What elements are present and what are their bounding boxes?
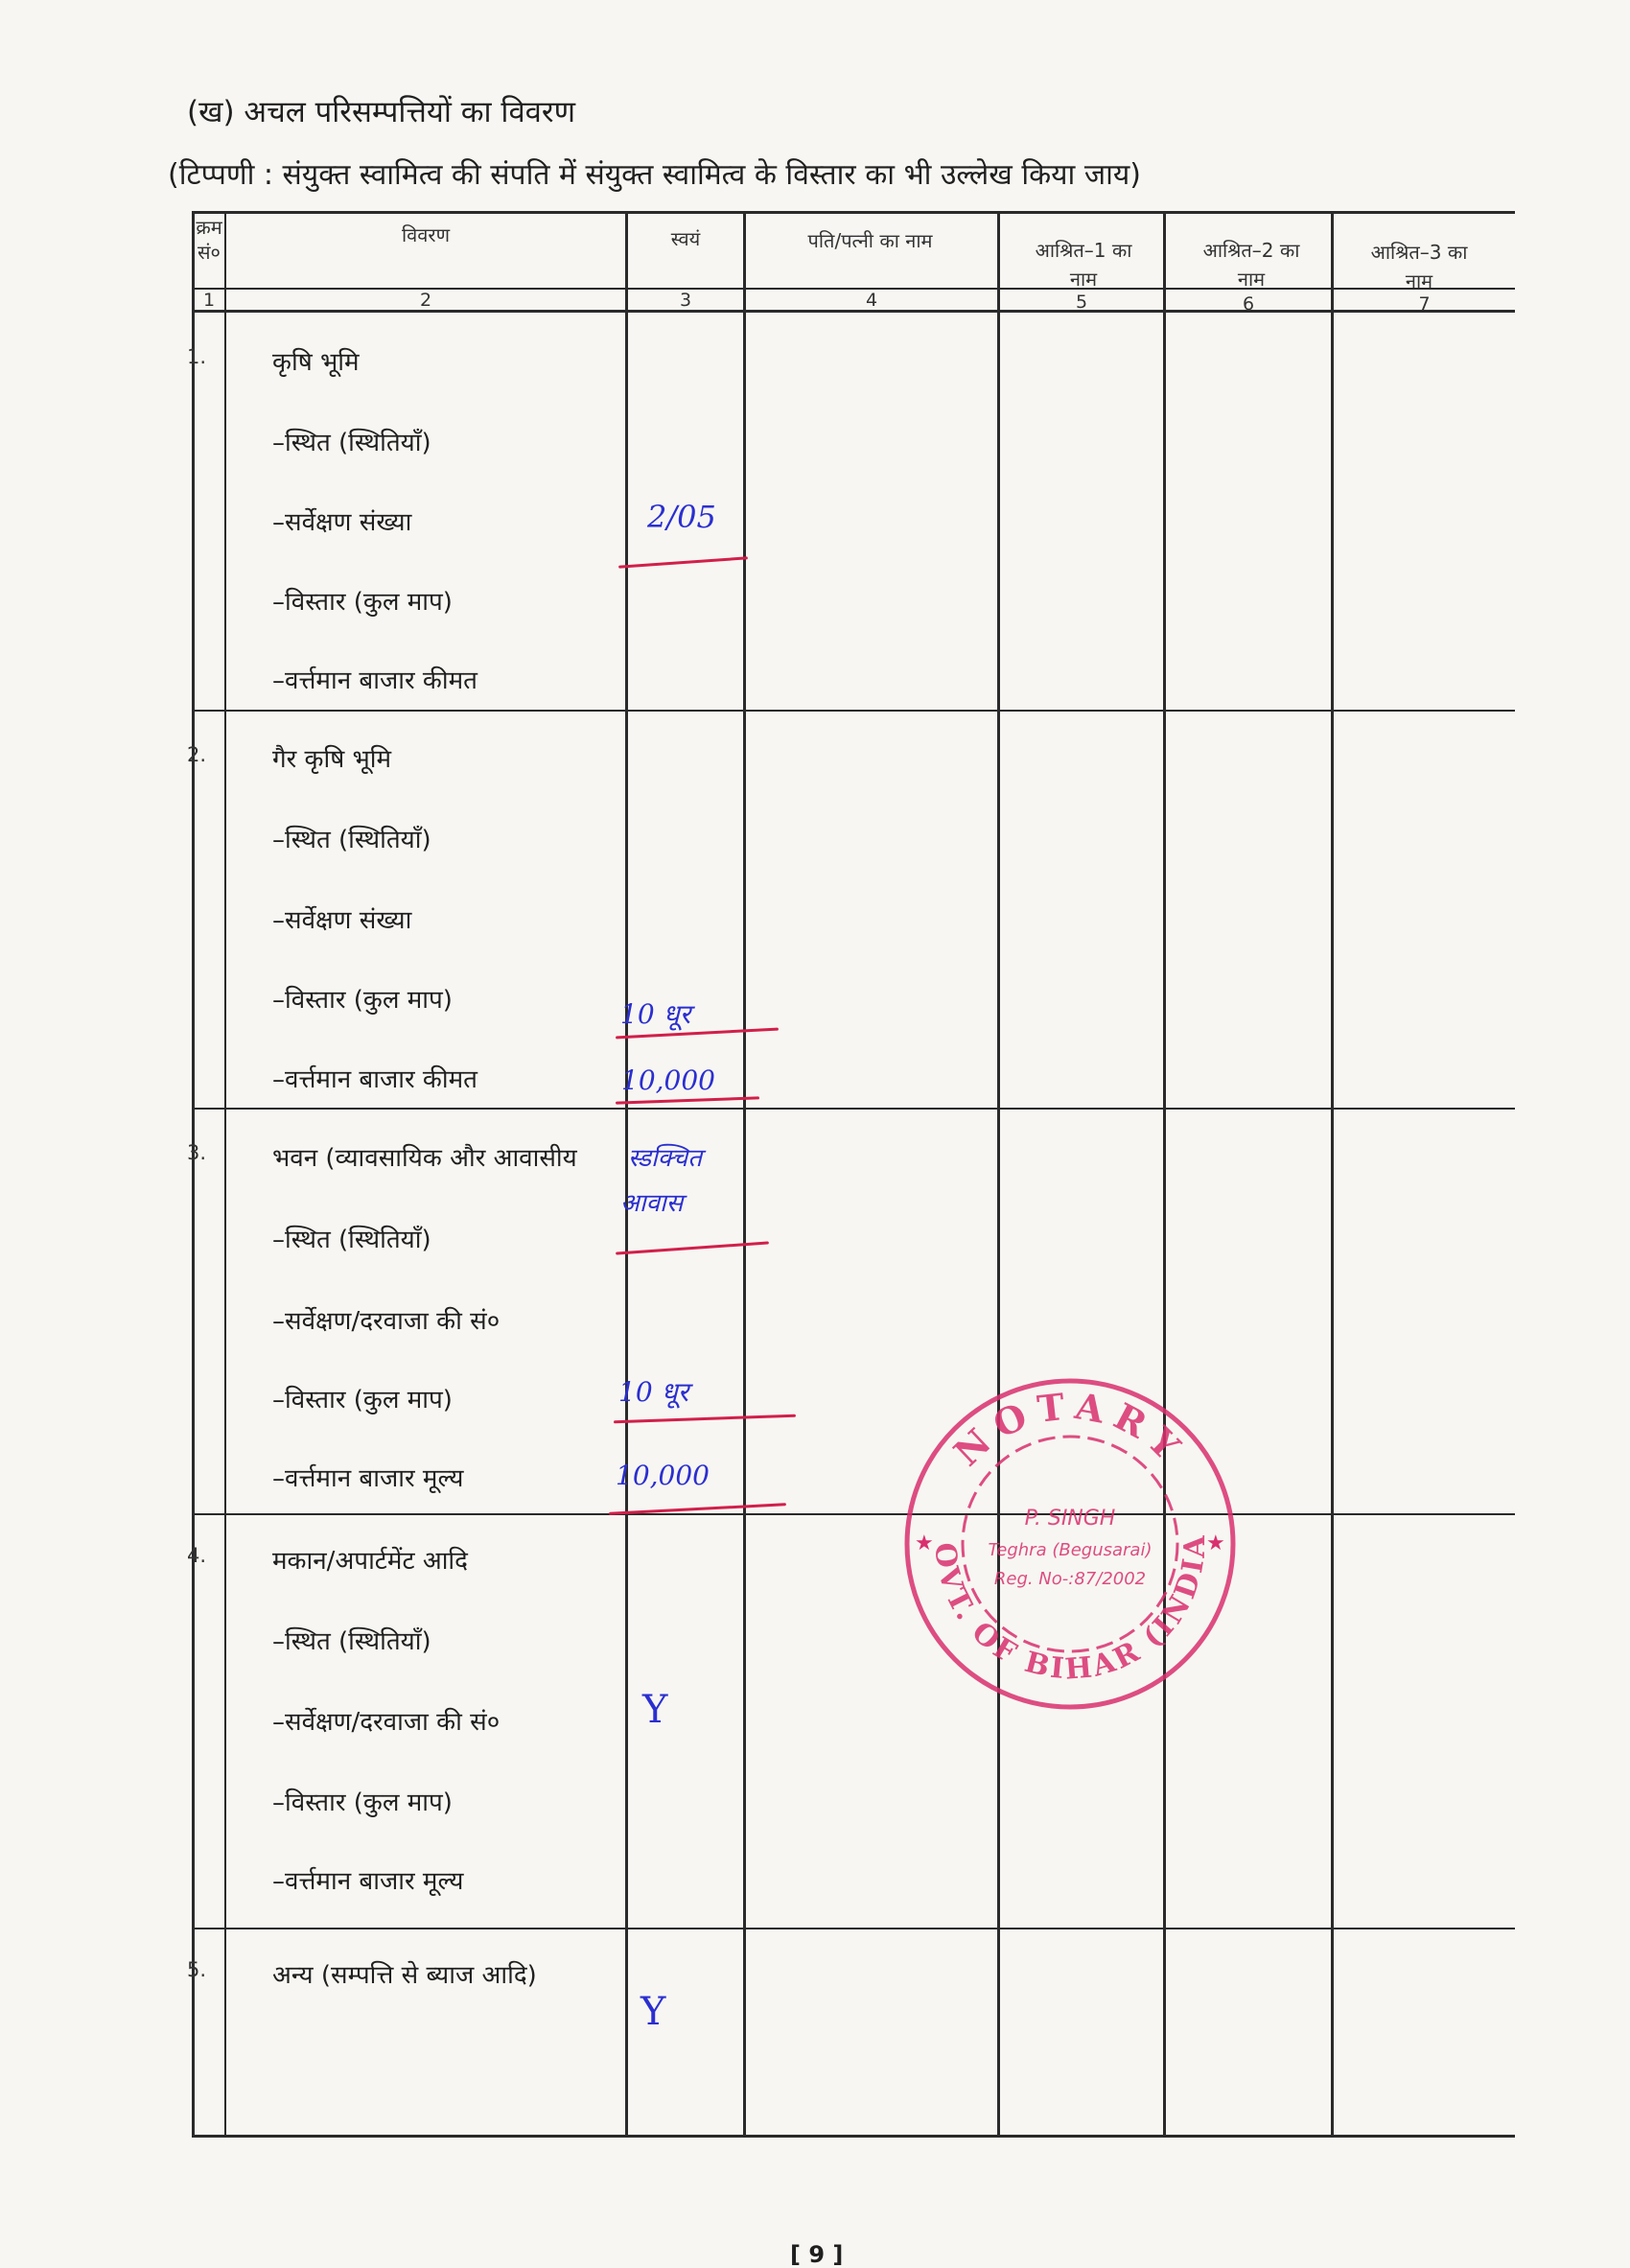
section-3-number: 3. bbox=[187, 1141, 207, 1164]
section-2-number: 2. bbox=[187, 743, 207, 766]
handwritten-s2-value: 10,000 bbox=[621, 1064, 715, 1096]
section-5-number: 5. bbox=[187, 1958, 207, 1981]
section-1-field-survey: –सर्वेक्षण संख्या bbox=[272, 508, 412, 537]
col-number-7: 7 bbox=[1418, 293, 1431, 315]
stamp-name: P. SINGH bbox=[1024, 1507, 1116, 1531]
row-divider-2 bbox=[192, 1108, 1515, 1110]
section-2-title: गैर कृषि भूमि bbox=[272, 745, 392, 774]
section-3-field-survey: –सर्वेक्षण/दरवाजा की सं० bbox=[272, 1307, 501, 1336]
section-1-field-value: –वर्त्तमान बाजार कीमत bbox=[272, 666, 477, 695]
section-5-title: अन्य (सम्पत्ति से ब्याज आदि) bbox=[272, 1961, 537, 1990]
header-spouse: पति/पत्नी का नाम bbox=[807, 229, 933, 252]
underline-s1-survey bbox=[618, 556, 748, 568]
stamp-top-text: NOTARY bbox=[944, 1384, 1196, 1475]
header-dependent-1: आश्रित–1 का नाम bbox=[1035, 239, 1132, 291]
handwritten-s5-mark: Y bbox=[640, 1990, 666, 2034]
handwritten-s3-area: 10 धूर bbox=[618, 1376, 689, 1408]
col-rule-5 bbox=[1163, 211, 1166, 2138]
header-dependent-2: आश्रित–2 का नाम bbox=[1202, 239, 1300, 291]
stamp-star-left-icon: ★ bbox=[915, 1531, 934, 1555]
col-rule-1 bbox=[224, 211, 226, 2138]
col-number-3: 3 bbox=[679, 290, 692, 311]
section-2-field-area: –विस्तार (कुल माप) bbox=[272, 986, 453, 1015]
header-dependent-3: आश्रित–3 का नाम bbox=[1370, 241, 1468, 292]
stamp-star-right-icon: ★ bbox=[1206, 1531, 1225, 1555]
table-bottom-rule bbox=[192, 2135, 1515, 2138]
underline-s3-area bbox=[614, 1415, 796, 1424]
handwritten-s3-value: 10,000 bbox=[616, 1460, 710, 1491]
section-1-field-location: –स्थित (स्थितियाँ) bbox=[272, 429, 431, 457]
stamp-place: Teghra (Begusarai) bbox=[988, 1540, 1153, 1560]
section-4-title: मकान/अपार्टमेंट आदि bbox=[272, 1547, 468, 1576]
handwritten-s3-building-1: स्डक्चित bbox=[628, 1144, 703, 1173]
row-divider-3 bbox=[192, 1513, 1515, 1515]
section-4-number: 4. bbox=[187, 1544, 207, 1567]
col-number-5: 5 bbox=[1075, 292, 1088, 313]
underline-s2-value bbox=[616, 1096, 759, 1104]
section-2-field-location: –स्थित (स्थितियाँ) bbox=[272, 826, 431, 854]
row-divider-1 bbox=[192, 710, 1515, 712]
col-rule-0 bbox=[192, 211, 195, 2138]
section-3-title: भवन (व्यावसायिक और आवासीय bbox=[272, 1144, 577, 1173]
section-1-number: 1. bbox=[187, 345, 207, 368]
header-description: विवरण bbox=[401, 223, 451, 246]
handwritten-s2-area: 10 धूर bbox=[620, 998, 691, 1030]
section-heading: (ख) अचल परिसम्पत्तियों का विवरण bbox=[187, 95, 576, 129]
section-3-field-area: –विस्तार (कुल माप) bbox=[272, 1386, 453, 1415]
section-4-field-value: –वर्त्तमान बाजार मूल्य bbox=[272, 1867, 464, 1896]
handwritten-s3-building-2: आवास bbox=[620, 1189, 684, 1218]
section-4-field-area: –विस्तार (कुल माप) bbox=[272, 1789, 453, 1817]
section-3-field-value: –वर्त्तमान बाजार मूल्य bbox=[272, 1464, 464, 1493]
notary-stamp bbox=[897, 1371, 1243, 1717]
note-text: (टिप्पणी : संयुक्त स्वामित्व की संपति में संयुक्त स्वामित्व के विस्तार का भी उल्लेख किया जाय) bbox=[168, 158, 1141, 192]
col-rule-6 bbox=[1331, 211, 1334, 2138]
row-divider-4 bbox=[192, 1928, 1515, 1929]
section-4-field-survey: –सर्वेक्षण/दरवाजा की सं० bbox=[272, 1708, 501, 1737]
col-rule-3 bbox=[743, 211, 746, 2138]
col-rule-4 bbox=[997, 211, 1000, 2138]
notary-seal-graphic bbox=[897, 1371, 1243, 1717]
section-2-field-value: –वर्त्तमान बाजार कीमत bbox=[272, 1065, 477, 1094]
header-self: स्वयं bbox=[670, 227, 701, 250]
section-1-title: कृषि भूमि bbox=[272, 348, 360, 377]
stamp-registration: Reg. No-:87/2002 bbox=[993, 1569, 1147, 1589]
header-serial: क्रम सं० bbox=[196, 216, 222, 264]
stamp-bottom-text: OVT. OF BIHAR (INDIA bbox=[927, 1532, 1213, 1687]
section-1-field-area: –विस्तार (कुल माप) bbox=[272, 588, 453, 617]
section-2-field-survey: –सर्वेक्षण संख्या bbox=[272, 906, 412, 935]
table-top-rule bbox=[192, 211, 1515, 214]
handwritten-s4-mark: Y bbox=[642, 1688, 668, 1732]
handwritten-s1-survey: 2/05 bbox=[647, 499, 716, 535]
section-3-field-location: –स्थित (स्थितियाँ) bbox=[272, 1226, 431, 1254]
page-number: [ 9 ] bbox=[790, 2241, 844, 2268]
col-number-4: 4 bbox=[865, 290, 878, 311]
immovable-assets-table bbox=[187, 211, 1515, 2158]
col-number-2: 2 bbox=[419, 290, 432, 311]
col-rule-2 bbox=[625, 211, 628, 2138]
col-number-1: 1 bbox=[202, 290, 216, 311]
col-number-6: 6 bbox=[1242, 293, 1255, 315]
section-4-field-location: –स्थित (स्थितियाँ) bbox=[272, 1627, 431, 1656]
